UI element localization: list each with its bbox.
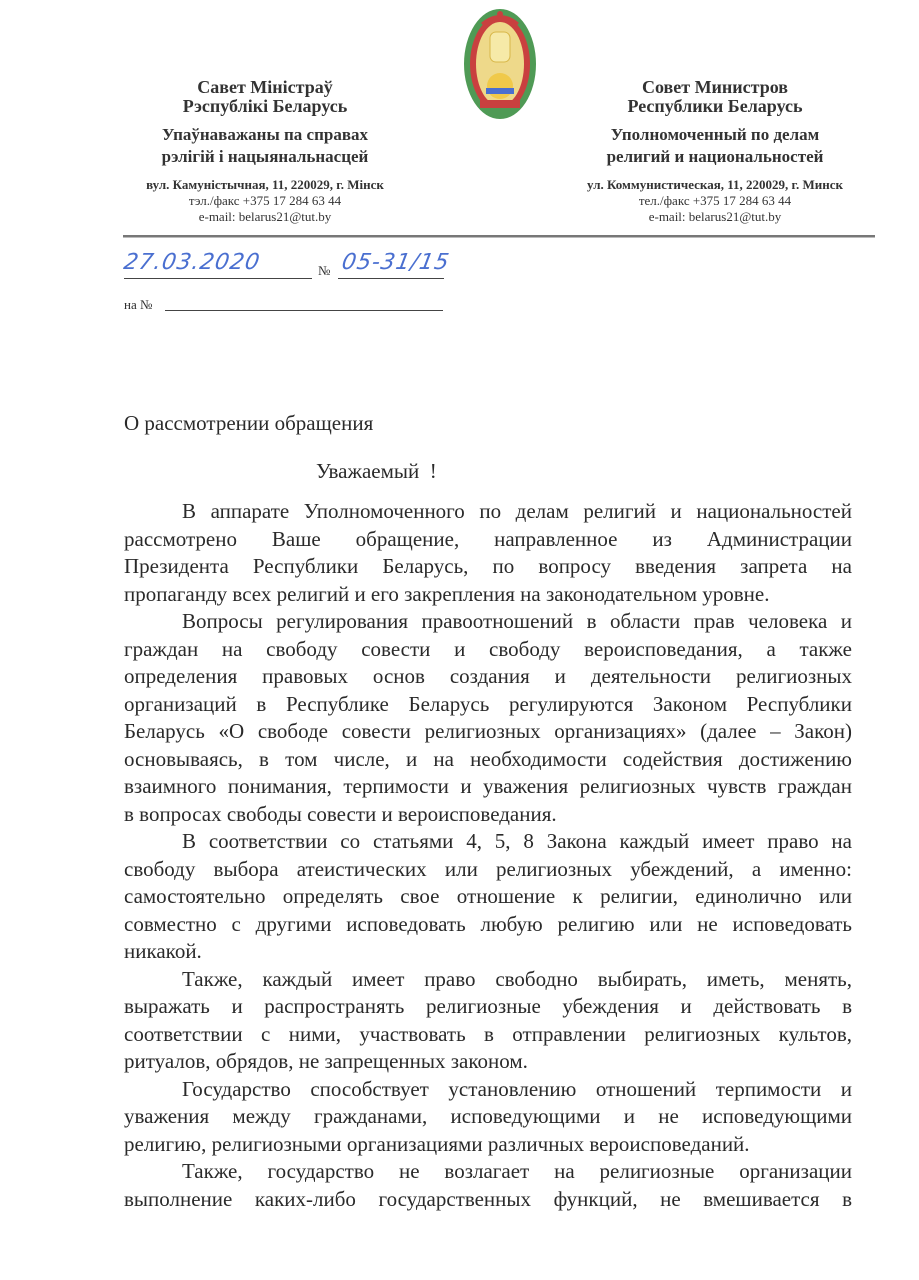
paragraph-line: Беларусь «О свободе совести религиозных организациях» (далее – Закон)	[124, 719, 852, 743]
republic-name-by: Рэспублікі Беларусь	[182, 96, 348, 116]
paragraph-line: в вопросах свободы совести и вероисповедания.	[124, 801, 557, 826]
paragraph	[124, 1076, 852, 1159]
subject-line: О рассмотрении обращения	[124, 411, 374, 435]
phone-ru: тел./факс +375 17 284 63 44	[638, 193, 792, 208]
paragraph-line: В соответствии со статьями 4, 5, 8 Закона каждый имеет право на	[182, 829, 852, 853]
office-name-by-2: рэлігій і нацыянальнасцей	[161, 147, 369, 166]
email-by: e-mail: belarus21@tut.by	[198, 209, 332, 224]
org-name-by: Савет Міністраў	[197, 77, 333, 97]
paragraph-line: свободу выбора атеистических или религиозных убеждений, а именно:	[124, 856, 852, 881]
office-name-by-1: Упаўнаважаны па справах	[161, 125, 369, 144]
paragraph-line: Вопросы регулирования правоотношений в области прав человека и	[182, 609, 852, 633]
paragraph	[124, 828, 852, 966]
address-by: вул. Камуністычная, 11, 220029, г. Мінск	[146, 177, 384, 192]
salutation: Уважаемый !	[316, 459, 437, 483]
paragraph	[124, 966, 852, 1076]
address-ru: ул. Коммунистическая, 11, 220029, г. Минск	[587, 177, 843, 192]
paragraph-line: соответствии с ними, участвовать в отправлении религиозных культов,	[124, 1021, 852, 1046]
paragraph-line: граждан на свободу совести и свободу вероисповедания, а также	[124, 636, 852, 661]
paragraph-line: рассмотрено Ваше обращение, направленное из Администрации	[124, 526, 852, 551]
paragraph-line: Государство способствует установлению отношений терпимости и	[182, 1076, 852, 1101]
org-name-ru: Совет Министров	[641, 77, 789, 97]
office-name-ru-1: Уполномоченный по делам	[610, 125, 820, 144]
email-ru: e-mail: belarus21@tut.by	[648, 209, 782, 224]
header-right	[505, 78, 919, 225]
paragraph	[124, 1158, 852, 1213]
paragraph-line: взаимного понимания, терпимости и уважения религиозных чувств граждан	[124, 774, 852, 798]
reply-to-label: на №	[124, 297, 153, 312]
paragraph-line: Также, государство не возлагает на религиозные организации	[182, 1159, 852, 1183]
paragraph-line: Также, каждый имеет право свободно выбирать, иметь, менять,	[182, 966, 852, 991]
paragraph-line: выполнение каких-либо государственных функций, не вмешивается в	[124, 1186, 852, 1211]
paragraph	[124, 608, 852, 828]
header-divider	[123, 235, 875, 238]
paragraph-line: основываясь, в том числе, и на необходимости содействия достижению	[124, 746, 852, 771]
paragraph-line: пропаганду всех религий и его закрепления на законодательном уровне.	[124, 581, 770, 606]
office-name-ru-2: религий и национальностей	[606, 147, 824, 166]
paragraph-line: уважения между гражданами, исповедующими и не исповедующими	[124, 1104, 852, 1128]
number-label: №	[318, 263, 331, 278]
paragraph-line: Президента Республики Беларусь, по вопросу введения запрета на	[124, 554, 852, 578]
phone-by: тэл./факс +375 17 284 63 44	[188, 193, 342, 208]
paragraph-line: организаций в Республике Беларусь регулируются Законом Республики	[124, 691, 852, 716]
paragraph-line: самостоятельно определять свое отношение к религии, единолично или	[124, 884, 852, 908]
paragraph-line: ритуалов, обрядов, не запрещенных законом.	[124, 1049, 528, 1073]
paragraph-line: выражать и распространять религиозные убеждения и действовать в	[124, 994, 852, 1018]
paragraph-line: никакой.	[124, 939, 202, 963]
paragraph-line: определения правовых основ создания и деятельности религиозных	[124, 664, 852, 688]
republic-name-ru: Республики Беларусь	[627, 96, 803, 116]
letter-body	[124, 498, 852, 1213]
registration-date: 27.03.2020	[121, 250, 263, 275]
registration-number: 05-31/15	[339, 250, 452, 275]
date-underline	[124, 278, 312, 279]
number-underline	[338, 278, 444, 279]
paragraph-line: В аппарате Уполномоченного по делам религий и национальностей	[182, 499, 852, 523]
paragraph-line: совместно с другими исповедовать любую религию или не исповедовать	[124, 911, 852, 936]
reply-to-underline	[165, 310, 443, 311]
paragraph-line: религию, религиозными организациями различных вероисповеданий.	[124, 1131, 750, 1156]
paragraph	[124, 498, 852, 608]
header-left	[55, 78, 475, 225]
